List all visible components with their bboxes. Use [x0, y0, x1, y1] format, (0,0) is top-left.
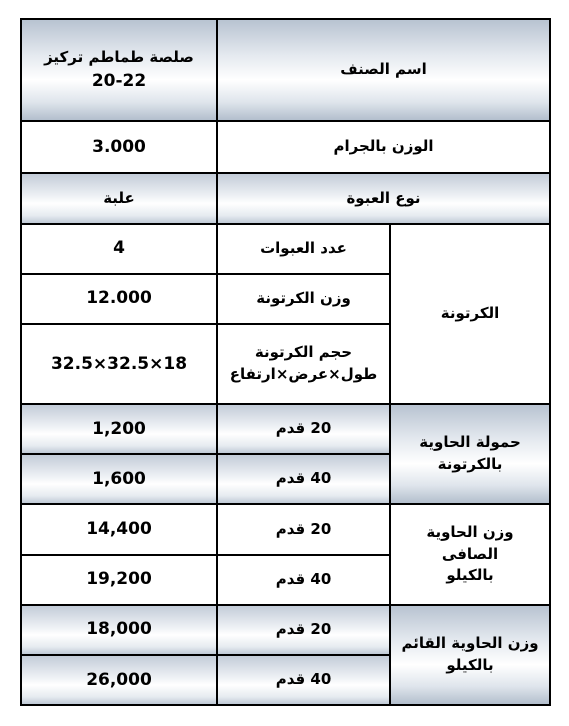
container-gross-label-line2: بالكيلو	[446, 655, 494, 674]
container-net-40ft-value: 19,200	[21, 555, 217, 605]
carton-volume-label-line1: حجم الكرتونة	[254, 343, 353, 362]
item-name-line1: صلصة طماطم تركيز	[44, 47, 194, 66]
container-gross-label-line1: وزن الحاوية القائم	[401, 634, 539, 653]
container-gross-40ft-value: 26,000	[21, 655, 217, 705]
container-load-label-line1: حمولة الحاوية	[419, 433, 521, 452]
table-row	[21, 224, 550, 274]
container-net-label-line2: بالكيلو	[446, 566, 494, 585]
package-type-label: نوع العبوة	[217, 173, 550, 223]
carton-weight-value: 12.000	[21, 274, 217, 324]
spec-sheet	[20, 18, 549, 708]
container-load-40ft-label: 40 قدم	[217, 454, 390, 504]
container-load-label-line2: بالكرتونة	[437, 455, 503, 474]
container-net-40ft-label: 40 قدم	[217, 555, 390, 605]
table-row	[21, 605, 550, 655]
table-row	[21, 504, 550, 554]
carton-weight-label: وزن الكرتونة	[217, 274, 390, 324]
weight-grams-value: 3.000	[21, 121, 217, 173]
container-load-20ft-label: 20 قدم	[217, 404, 390, 454]
table-row	[21, 121, 550, 173]
package-type-value: علبة	[21, 173, 217, 223]
container-gross-40ft-label: 40 قدم	[217, 655, 390, 705]
table-row	[21, 19, 550, 121]
container-load-label	[390, 404, 550, 504]
table-row	[21, 404, 550, 454]
container-gross-label	[390, 605, 550, 705]
weight-grams-label: الوزن بالجرام	[217, 121, 550, 173]
container-net-20ft-label: 20 قدم	[217, 504, 390, 554]
carton-group-label: الكرتونة	[390, 224, 550, 405]
item-name-line2: 20-22	[91, 70, 147, 91]
table-row	[21, 173, 550, 223]
carton-volume-label-line2: طول×عرض×ارتفاع	[229, 364, 378, 383]
container-net-label	[390, 504, 550, 604]
item-name-value	[21, 19, 217, 121]
container-net-20ft-value: 14,400	[21, 504, 217, 554]
pack-count-value: 4	[21, 224, 217, 274]
container-gross-20ft-label: 20 قدم	[217, 605, 390, 655]
item-name-label: اسم الصنف	[217, 19, 550, 121]
product-spec-table	[20, 18, 551, 706]
pack-count-label: عدد العبوات	[217, 224, 390, 274]
container-net-label-line1: وزن الحاوية الصافى	[426, 522, 514, 563]
carton-volume-label	[217, 324, 390, 404]
container-load-40ft-value: 1,600	[21, 454, 217, 504]
container-load-20ft-value: 1,200	[21, 404, 217, 454]
carton-volume-value: 18×32.5×32.5	[21, 324, 217, 404]
container-gross-20ft-value: 18,000	[21, 605, 217, 655]
